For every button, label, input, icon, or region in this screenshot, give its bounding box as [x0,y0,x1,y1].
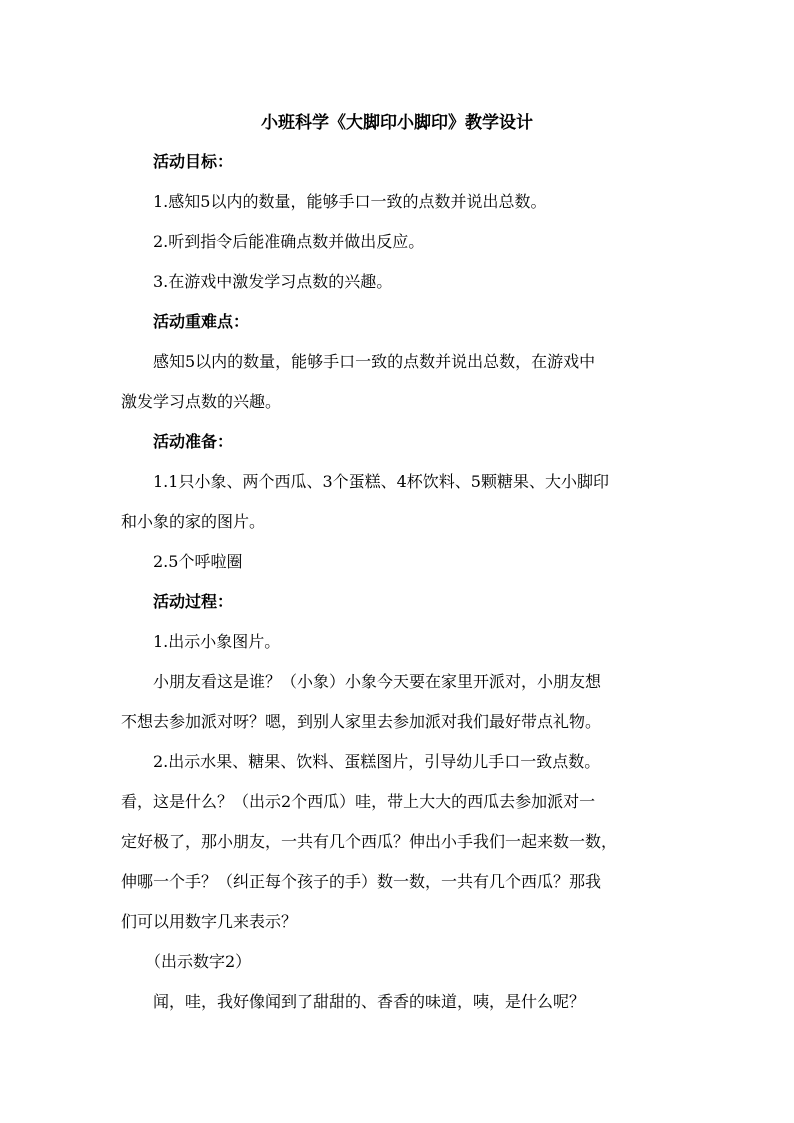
paragraph-line: 2.5个呼啦圈 [153,552,243,571]
paragraph-line: 们可以用数字几来表示？ [121,912,298,931]
paragraph-line: 定好极了，那小朋友，一共有几个西瓜？伸出小手我们一起来数一数， [121,832,618,851]
paragraph-line: 激发学习点数的兴趣。 [121,392,282,411]
paragraph-line: 感知5以内的数量，能够手口一致的点数并说出总数，在游戏中 [153,352,596,371]
paragraph-line: 小朋友看这是谁？（小象）小象今天要在家里开派对，小朋友想 [153,672,602,691]
section-heading-process: 活动过程： [153,592,234,611]
section-heading-objectives: 活动目标： [153,152,234,171]
paragraph-line: 3.在游戏中激发学习点数的兴趣。 [153,272,393,291]
paragraph-line: 1.感知5以内的数量，能够手口一致的点数并说出总数。 [153,192,547,211]
section-heading-key-points: 活动重难点： [153,312,250,331]
paragraph-line: 2.听到指令后能准确点数并做出反应。 [153,232,425,251]
paragraph-line: 闻，哇，我好像闻到了甜甜的、香香的味道，咦，是什么呢？ [153,992,586,1011]
paragraph-line: 1.出示小象图片。 [153,632,281,651]
paragraph-line: 看，这是什么？（出示2个西瓜）哇，带上大大的西瓜去参加派对一 [121,792,596,811]
section-heading-preparation: 活动准备： [153,432,234,451]
paragraph-line: 2.出示水果、糖果、饮料、蛋糕图片，引导幼儿手口一致点数。 [153,752,601,771]
paragraph-line: 伸哪一个手？（纠正每个孩子的手）数一数，一共有几个西瓜？那我 [121,872,602,891]
paragraph-line: 不想去参加派对呀？嗯，到别人家里去参加派对我们最好带点礼物。 [121,712,602,731]
paragraph-line: 和小象的家的图片。 [121,512,266,531]
paragraph-line: 1.1只小象、两个西瓜、3个蛋糕、4杯饮料、5颗糖果、大小脚印 [153,472,609,491]
paragraph-line: （出示数字2） [145,952,252,971]
document-title: 小班科学《大脚印小脚印》教学设计 [261,113,533,133]
